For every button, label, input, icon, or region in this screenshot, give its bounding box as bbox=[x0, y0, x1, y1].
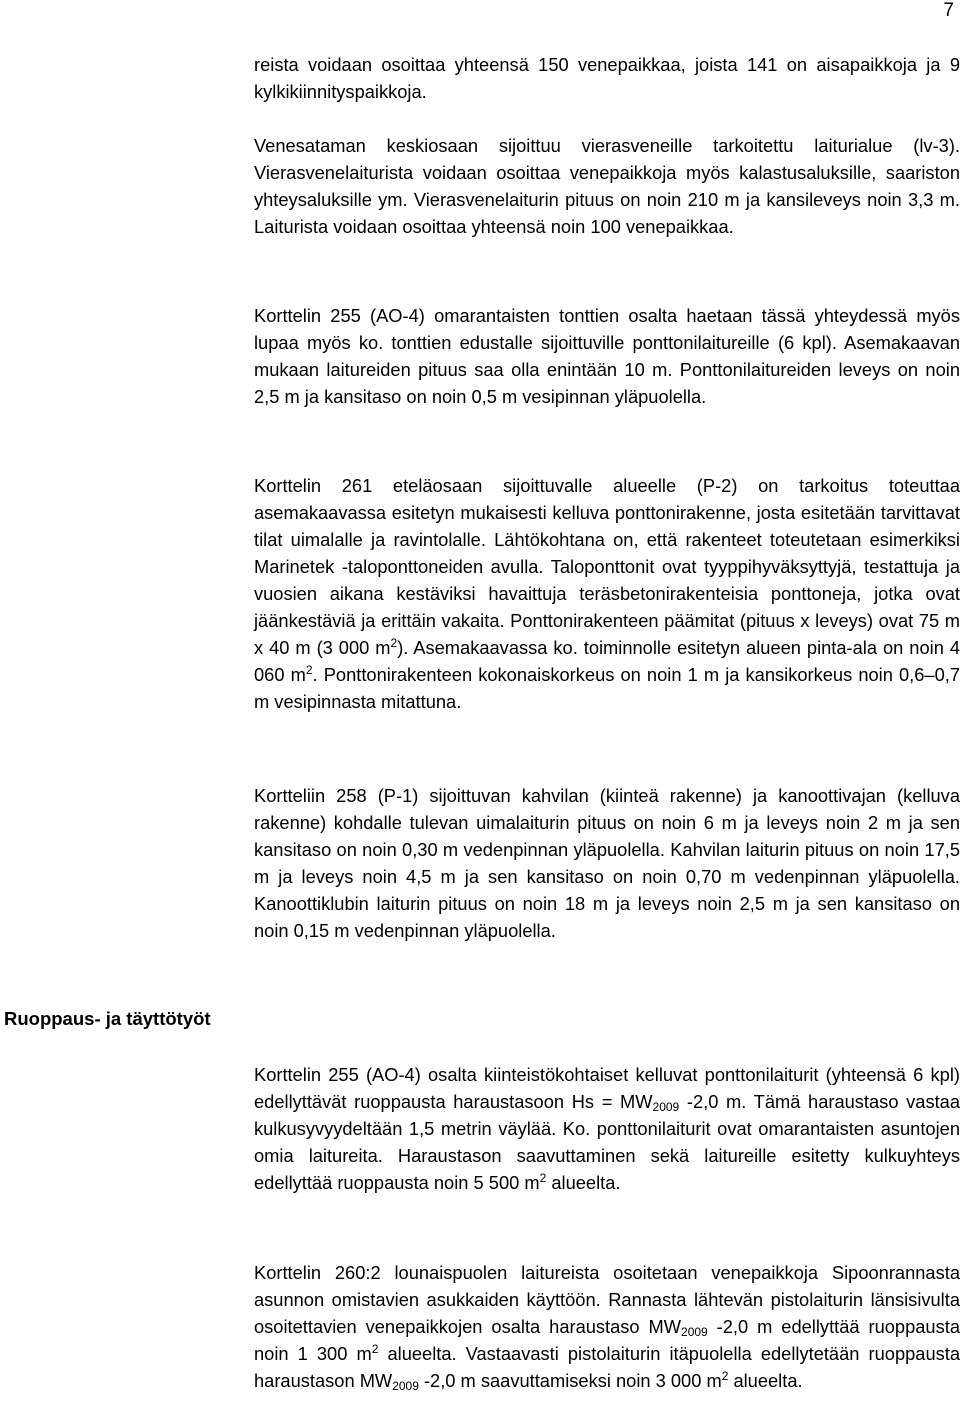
text-segment: alueelta. bbox=[728, 1370, 803, 1391]
text-segment: -2,0 m. Tämä haraustaso vastaa kulkusyvyydeltään 1,5 metrin väylää. Ko. ponttonilaiturit ovat omarantaisten asuntojen omia laitureita. Haraustason saavuttaminen sekä laitureille esitetty kulkuyhteys edellyttää ruoppausta noin 5 500 m bbox=[254, 1091, 960, 1193]
text-segment: Korttelin 260:2 lounaispuolen laitureista osoitetaan venepaikkoja Sipoonrannasta asunnon omistavien asukkaiden käyttöön. Rannasta lähtevän pistolaiturin länsisivulta osoitettavien venepaikkojen osalta haraustaso MW bbox=[254, 1262, 960, 1337]
subscript: 2009 bbox=[681, 1325, 708, 1339]
paragraph-block-255-dredging bbox=[254, 1061, 960, 1196]
text-segment: alueelta. bbox=[546, 1172, 621, 1193]
paragraph-guest-pier: Venesataman keskiosaan sijoittuu vierasveneille tarkoitettu laiturialue (lv-3). Vierasvenelaiturista voidaan osoittaa venepaikkoja myös kalastusaluksille, saariston yhteysaluksille ym. Vierasvenelaiturin pituus on noin 210 m ja kansileveys noin 3,3 m. Laiturista voidaan osoittaa yhteensä noin 100 venepaikkaa. bbox=[254, 135, 960, 237]
superscript: 2 bbox=[539, 1171, 547, 1185]
page-number: 7 bbox=[943, 0, 954, 21]
text-segment: Korttelin 261 eteläosaan sijoittuvalle alueelle (P-2) on tarkoitus toteuttaa asemakaavassa esitetyn mukaisesti kelluva ponttonirakenne, josta esitetään tarvittavat tilat uimalalle ja ravintolalle. Lähtökohtana on, että rakenteet toteutetaan esimerkiksi Marinetek -taloponttoneiden avulla. Taloponttonit ovat tyyppihyväksyttyjä, testattuja ja vuosien aikana kestäviksi havaittuja teräsbetonirakenteisia ponttoneja, jotka ovat jäänkestäviä ja erittäin vakaita. Ponttonirakenteen päämitat (pituus x leveys) ovat 75 m x 40 m (3 000 m bbox=[254, 475, 960, 658]
text-segment: ). Asemakaavassa ko. toiminnolle esitetyn alueen pinta-ala on noin 4 060 m bbox=[254, 637, 960, 685]
text-segment: alueelta. Vastaavasti pistolaiturin itäpuolella edellytetään ruoppausta haraustason MW bbox=[254, 1343, 960, 1391]
superscript: 2 bbox=[721, 1369, 729, 1383]
paragraph-block-255-pontoons: Korttelin 255 (AO-4) omarantaisten tonttien osalta haetaan tässä yhteydessä myös lupaa myös ko. tonttien edustalle sijoittuville ponttonilaitureille (6 kpl). Asemakaavan mukaan laitureiden pituus saa olla enintään 10 m. Ponttonilaitureiden leveys on noin 2,5 m ja kansitaso on noin 0,5 m vesipinnan yläpuolella. bbox=[254, 305, 960, 407]
text-segment: -2,0 m edellyttää ruoppausta noin 1 300 m bbox=[254, 1316, 960, 1364]
superscript: 2 bbox=[390, 636, 398, 650]
paragraph-block-260-dredging bbox=[254, 1259, 960, 1394]
subscript: 2009 bbox=[392, 1379, 419, 1393]
text-segment: . Ponttonirakenteen kokonaiskorkeus on noin 1 m ja kansikorkeus noin 0,6–0,7 m vesipinnasta mitattuna. bbox=[254, 664, 960, 712]
superscript: 2 bbox=[305, 663, 313, 677]
superscript: 2 bbox=[371, 1342, 379, 1356]
text-segment: Korttelin 255 (AO-4) osalta kiinteistökohtaiset kelluvat ponttonilaiturit (yhteensä 6 kpl) edellyttävät ruoppausta haraustasoon Hs = MW bbox=[254, 1064, 960, 1112]
paragraph-boat-places-total: reista voidaan osoittaa yhteensä 150 venepaikkaa, joista 141 on aisapaikkoja ja 9 kylkikiinnityspaikkoja. bbox=[254, 54, 960, 102]
paragraph-block-258-piers: Kortteliin 258 (P-1) sijoittuvan kahvilan (kiinteä rakenne) ja kanoottivajan (kelluva rakenne) kohdalle tulevan uimalaiturin pituus on noin 6 m ja leveys noin 2 m ja sen kansitaso on noin 0,30 m vedenpinnan yläpuolella. Kahvilan laiturin pituus on noin 17,5 m ja leveys noin 4,5 m ja sen kansitaso on noin 0,70 m vedenpinnan yläpuolella. Kanoottiklubin laiturin pituus on noin 18 m ja leveys noin 2,5 m ja sen kansitaso on noin 0,15 m vedenpinnan yläpuolella. bbox=[254, 785, 960, 941]
text-segment: -2,0 m saavuttamiseksi noin 3 000 m bbox=[418, 1370, 722, 1391]
section-heading-dredging: Ruoppaus- ja täyttötyöt bbox=[4, 1008, 211, 1029]
subscript: 2009 bbox=[652, 1100, 680, 1114]
paragraph-block-261-pontoon-structure bbox=[254, 472, 960, 715]
